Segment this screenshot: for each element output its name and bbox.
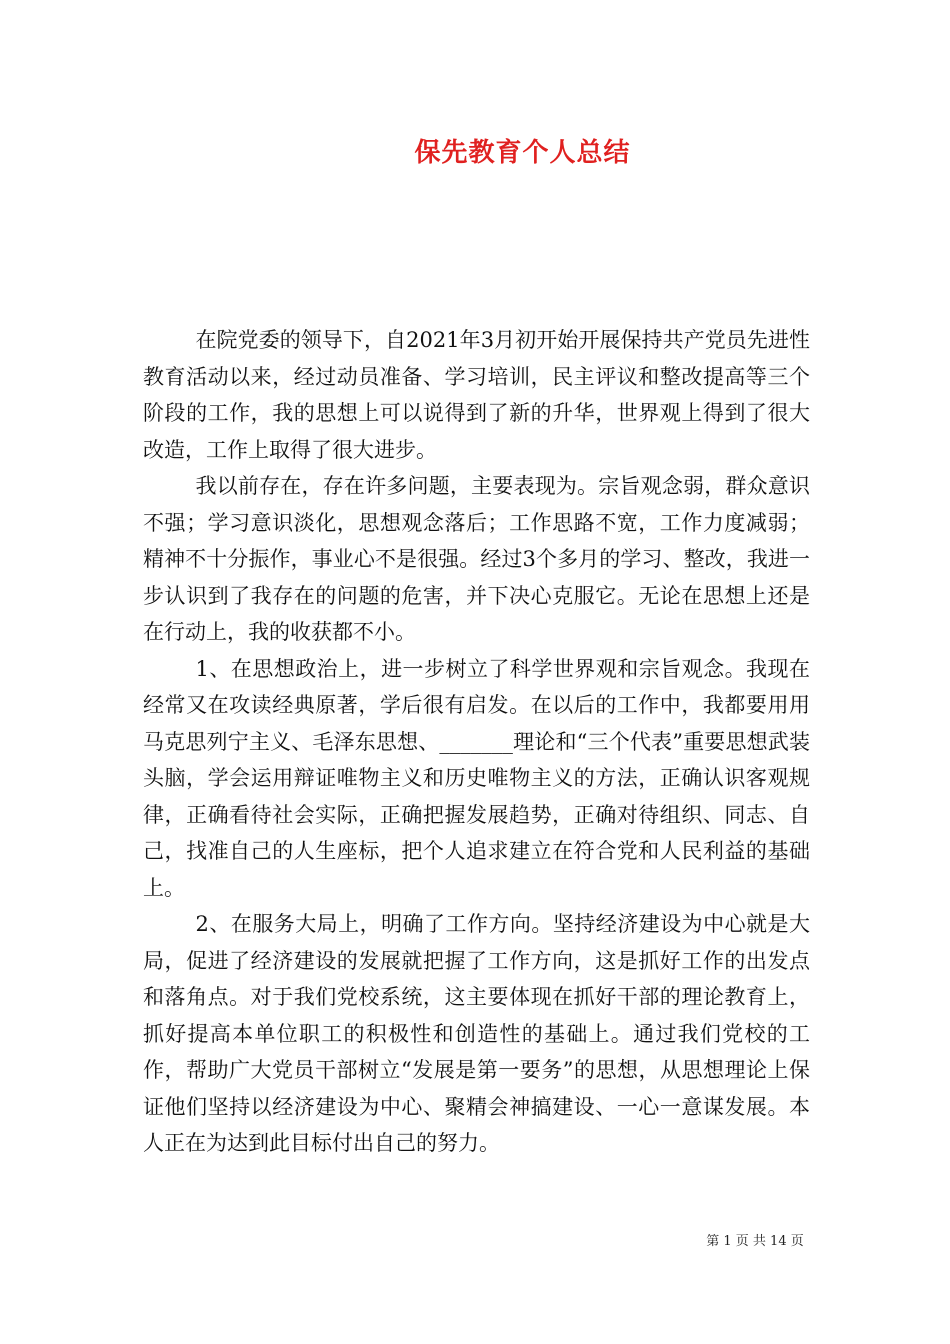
document-title: 保先教育个人总结 [414, 138, 631, 168]
paragraph-point-1: 1、在思想政治上，进一步树立了科学世界观和宗旨观念。我现在经常又在攻读经典原著，学后很有启发。在以后的工作中，我都要用用马克思列宁主义、毛泽东思想、_______理论和“三个代表”重要思想武装头脑，学会运用辩证唯物主义和历史唯物主义的方法，正确认识客观规律，正确看待社会实际，正确把握发展趋势，正确对待组织、同志、自己，找准自己的人生座标，把个人追求建立在符合党和人民利益的基础上。 [143, 656, 810, 900]
paragraph-problems: 我以前存在，存在许多问题，主要表现为。宗旨观念弱，群众意识不强；学习意识淡化，思想观念落后；工作思路不宽，工作力度减弱；精神不十分振作，事业心不是很强。经过3个多月的学习、整改，我进一步认识到了我存在的问题的危害，并下决心克服它。无论在思想上还是在行动上，我的收获都不小。 [143, 474, 810, 644]
paragraph-intro: 在院党委的领导下，自2021年3月初开始开展保持共产党员先进性教育活动以来，经过动员准备、学习培训，民主评议和整改提高等三个阶段的工作，我的思想上可以说得到了新的升华，世界观上得到了很大改造，工作上取得了很大进步。 [143, 328, 810, 462]
page-number-footer: 第 1 页 共 14 页 [706, 1234, 804, 1249]
paragraph-point-2: 2、在服务大局上，明确了工作方向。坚持经济建设为中心就是大局，促进了经济建设的发展就把握了工作方向，这是抓好工作的出发点和落角点。对于我们党校系统，这主要体现在抓好干部的理论教育上，抓好提高本单位职工的积极性和创造性的基础上。通过我们党校的工作，帮助广大党员干部树立“发展是第一要务”的思想，从思想理论上保证他们坚持以经济建设为中心、聚精会神搞建设、一心一意谋发展。本人正在为达到此目标付出自己的努力。 [143, 912, 810, 1155]
document-body [143, 322, 810, 1162]
